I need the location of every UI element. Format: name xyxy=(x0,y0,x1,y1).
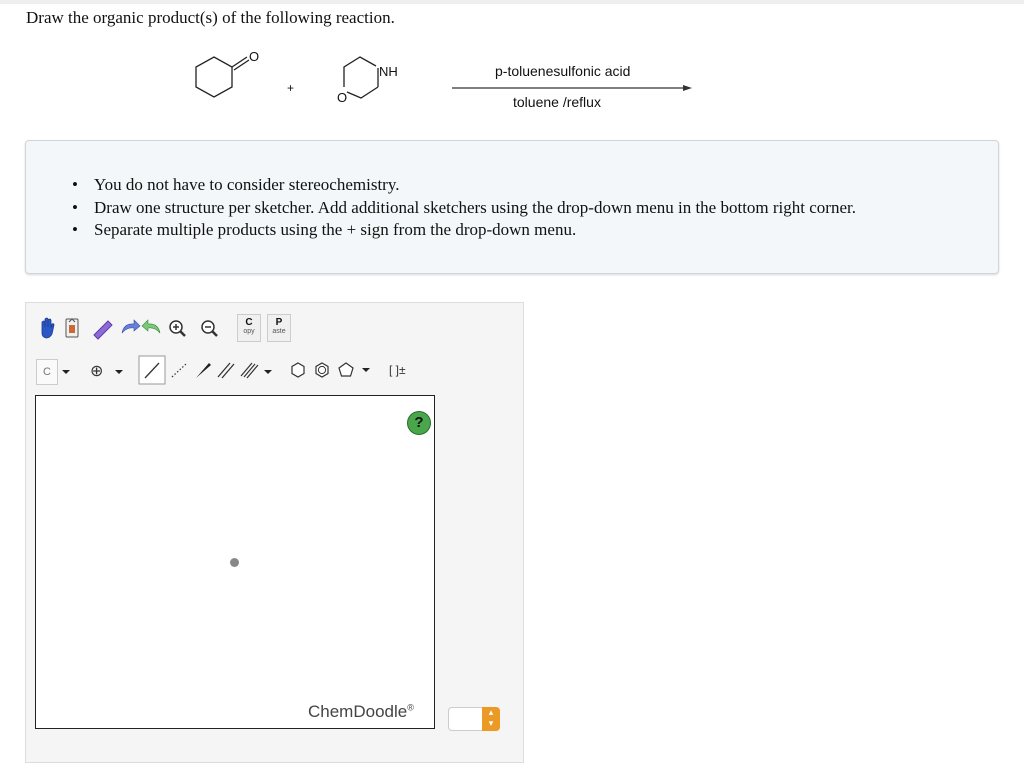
benzene-ring-icon[interactable] xyxy=(316,363,328,377)
paste-button-big: P xyxy=(275,317,283,328)
pan-hand-icon[interactable] xyxy=(42,318,54,338)
instructions-box xyxy=(25,140,999,274)
eraser-icon[interactable] xyxy=(66,319,78,337)
lasso-pencil-icon[interactable] xyxy=(94,321,112,339)
plus-sign: + xyxy=(287,81,295,95)
undo-icon[interactable] xyxy=(122,320,140,333)
double-bond-icon[interactable] xyxy=(218,363,234,378)
help-button[interactable]: ? xyxy=(407,411,431,435)
ketone-oxygen-label: O xyxy=(249,49,260,64)
chevron-down-icon[interactable] xyxy=(264,370,272,374)
ether-oxygen-label: O xyxy=(337,90,348,105)
reagent-below-text: toluene /reflux xyxy=(513,94,601,110)
triple-bond-icon[interactable] xyxy=(241,363,258,378)
paste-button-small: aste xyxy=(272,328,286,335)
cyclohexane-ring-icon[interactable] xyxy=(292,363,304,377)
chevron-down-icon[interactable] xyxy=(59,365,73,377)
chevron-down-icon[interactable] xyxy=(362,368,370,372)
morpholine-structure xyxy=(344,57,378,98)
cursor-dot xyxy=(230,558,239,567)
instruction-item: • Draw one structure per sketcher. Add additional sketchers using the drop-down menu in the bottom right corner. xyxy=(72,197,856,220)
hashed-bond-icon[interactable] xyxy=(172,364,186,377)
instructions-list xyxy=(72,174,856,242)
paste-button[interactable] xyxy=(267,314,291,342)
charge-plus-icon[interactable]: ⊕ xyxy=(90,363,104,380)
template-bracket-charge-icon[interactable]: [ ]± xyxy=(389,363,406,377)
copy-button-small: opy xyxy=(243,328,255,335)
dropdown-arrows-icon[interactable]: ▴ ▾ xyxy=(482,707,500,731)
chevron-down-icon[interactable] xyxy=(112,365,126,377)
registered-mark: ® xyxy=(407,702,414,713)
question-text: Draw the organic product(s) of the following reaction. xyxy=(26,8,395,27)
add-sketcher-dropdown[interactable] xyxy=(448,707,500,731)
reagent-above-text: p-toluenesulfonic acid xyxy=(495,63,631,79)
amine-nh-label: NH xyxy=(379,64,398,79)
toolbar-row-1 xyxy=(36,315,196,341)
single-bond-icon[interactable] xyxy=(139,356,165,384)
reaction-scheme xyxy=(0,40,1024,135)
chemdoodle-sketcher xyxy=(25,302,524,763)
drawing-canvas[interactable] xyxy=(35,395,435,729)
redo-icon[interactable] xyxy=(142,320,160,333)
zoom-out-icon[interactable] xyxy=(199,315,225,341)
bond-tools xyxy=(138,355,288,385)
zoom-in-icon[interactable] xyxy=(170,321,185,336)
copy-button-big: C xyxy=(245,317,253,328)
chemdoodle-logo xyxy=(308,702,414,722)
atom-label-selector[interactable]: C xyxy=(36,359,58,385)
copy-button[interactable] xyxy=(237,314,261,342)
instruction-item: • Separate multiple products using the + sign from the drop-down menu. xyxy=(72,219,856,242)
cyclohexanone-structure xyxy=(196,57,249,97)
instruction-item: • You do not have to consider stereochemistry. xyxy=(72,174,856,197)
cyclopentane-ring-icon[interactable] xyxy=(339,363,353,376)
chemdoodle-logo-text: ChemDoodle xyxy=(308,702,408,721)
wedge-bond-icon[interactable] xyxy=(196,363,211,378)
top-strip xyxy=(0,0,1024,4)
